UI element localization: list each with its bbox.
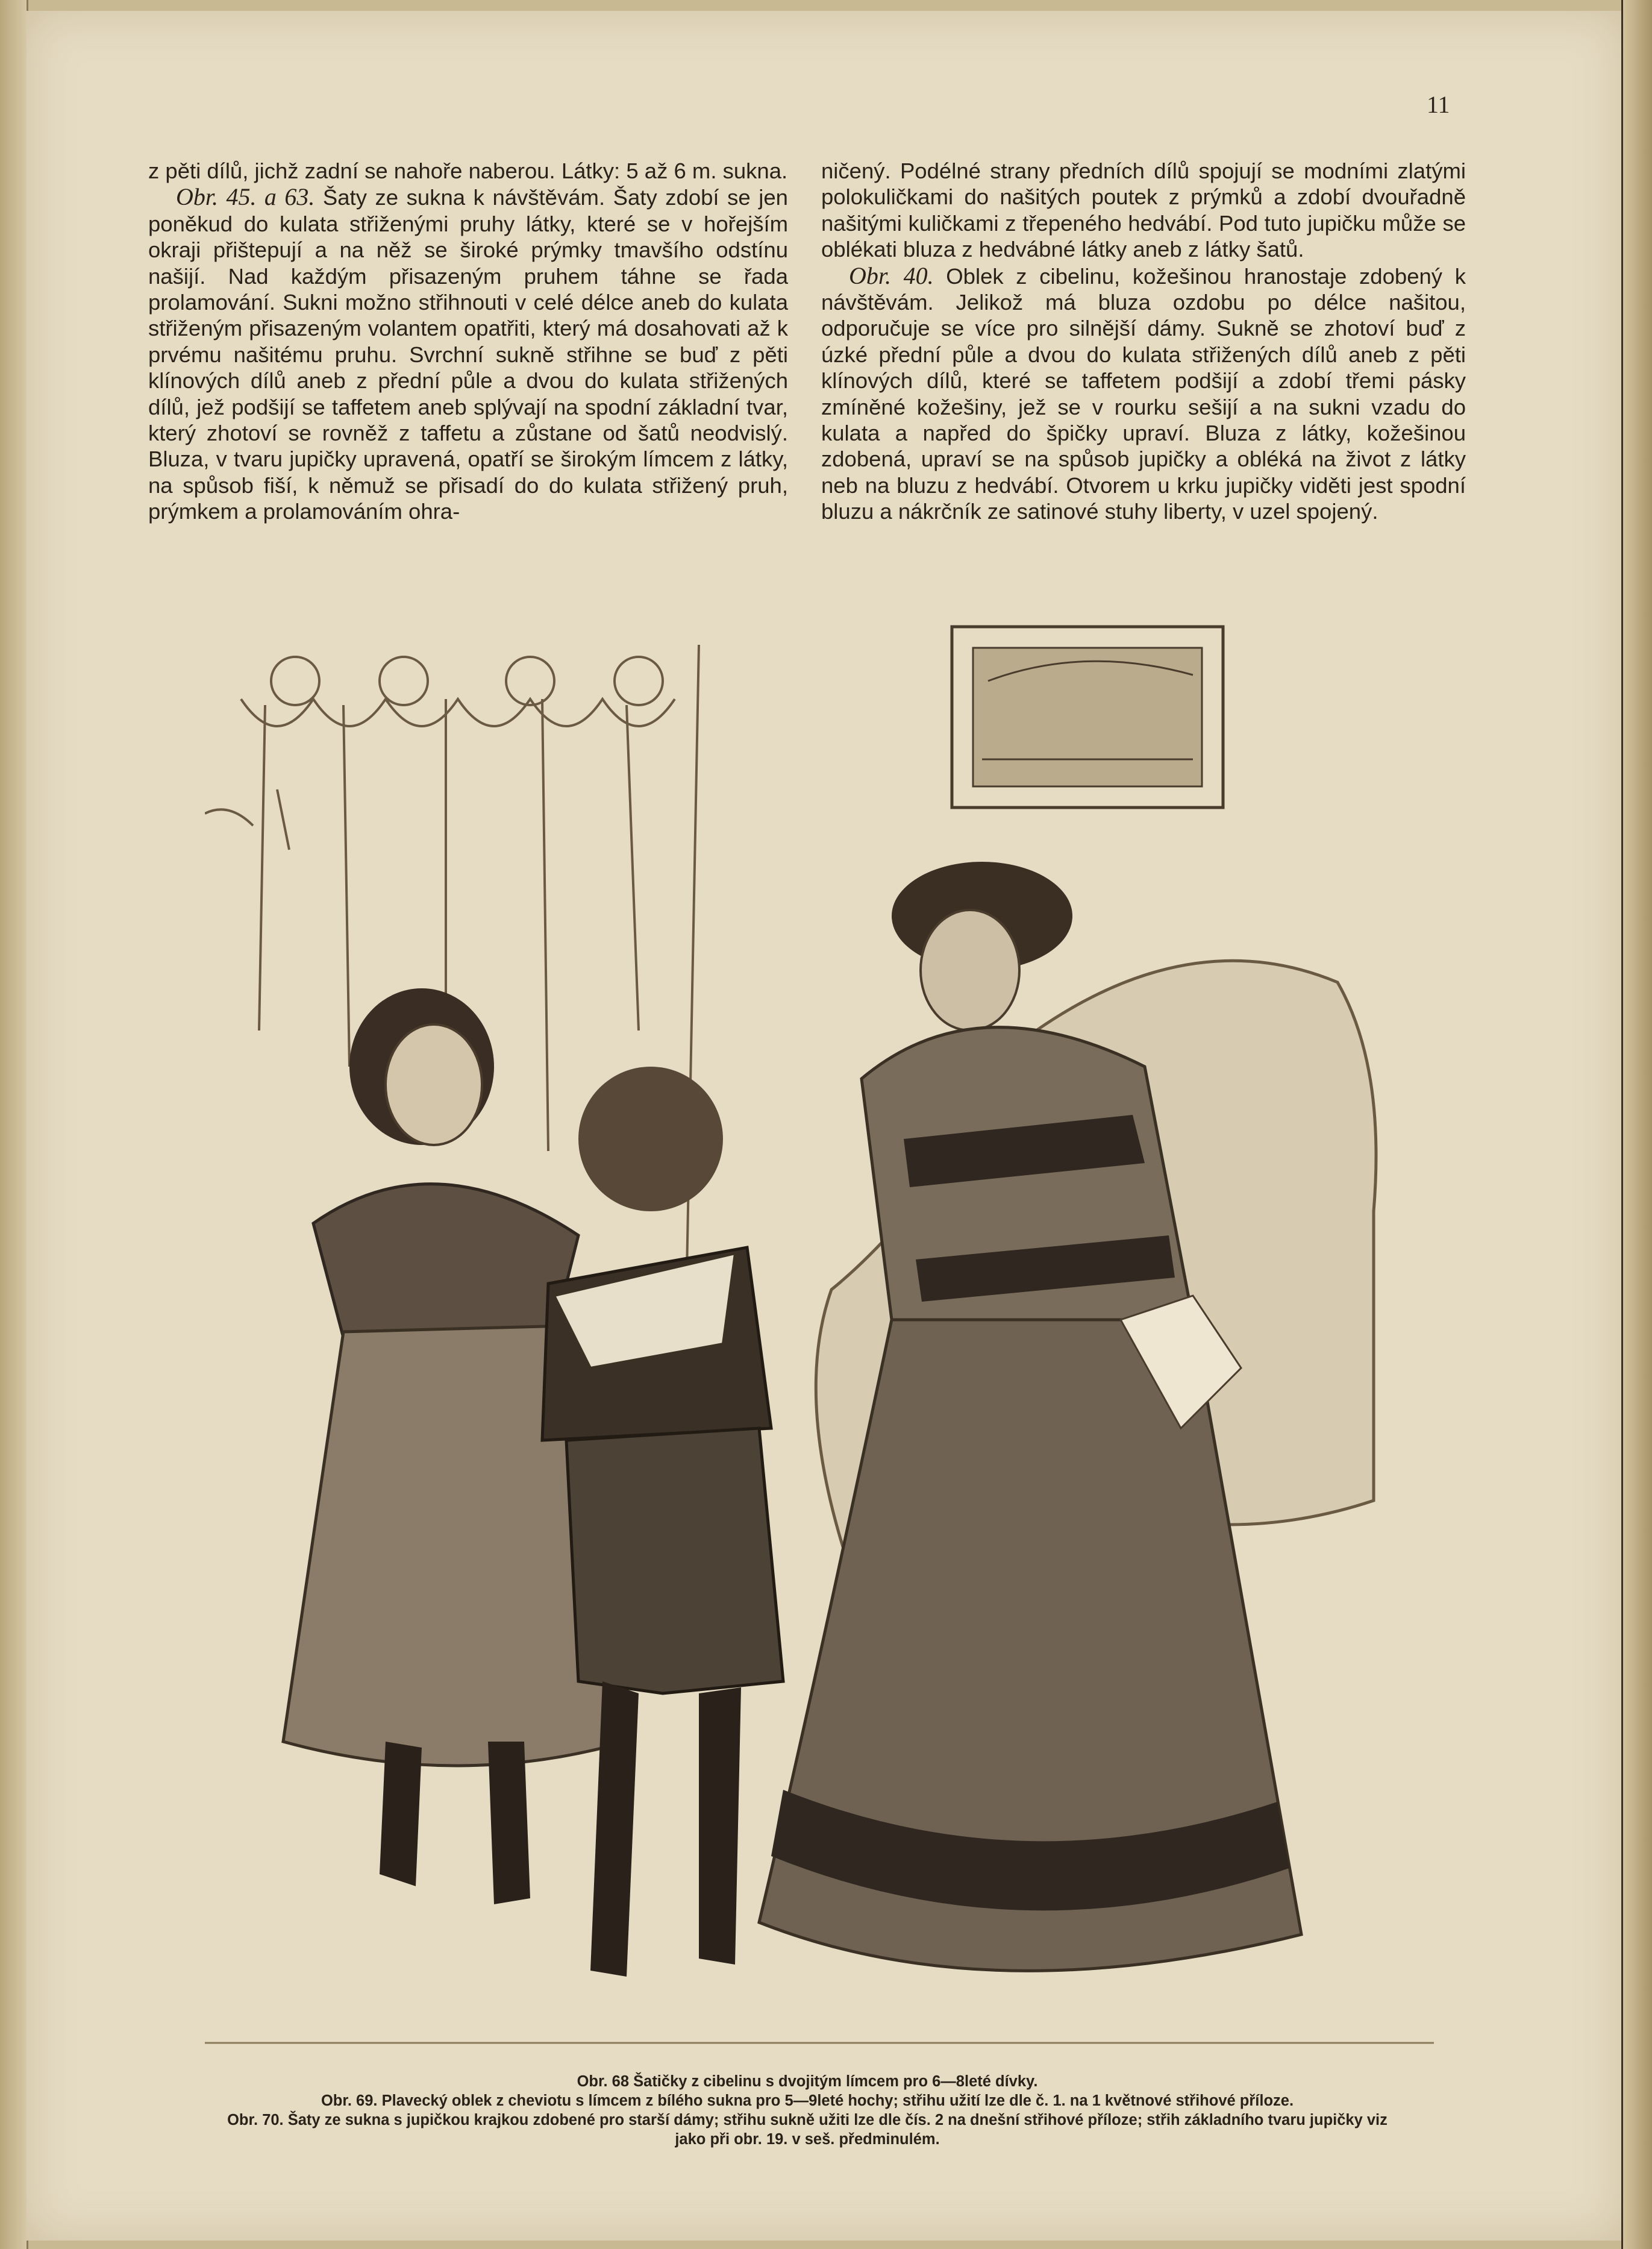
page-gutter-left bbox=[0, 0, 28, 2249]
text-column-left bbox=[148, 158, 788, 525]
figure-reference: Obr. 40. bbox=[849, 262, 934, 289]
boy-figure bbox=[542, 1067, 783, 1977]
figure-captions bbox=[145, 2072, 1470, 2149]
paragraph-text: Šaty ze sukna k návštěvám. Šaty zdobí se jen poněkud do kulata střiženými pruhy látky, které se v hořejším okraji přištepují a na něž se široké prýmky tmavšího odstínu našijí. Nad každým přisazeným pruhem táhne se řada prolamování. Sukni možno střihnouti v celé délce aneb do kulata střiženým přisazeným volantem opatřiti, který má dosahovati až k prvému našitému pruhu. Svrchní sukně střihne se buď z pěti klínových dílů aneb z přední půle a dvou do kulata střižených dílů, jež podšijí se taffetem aneb splývají na spodní základní tvar, který zhotoví se rovněž z taffetu a zůstane od šatů neodvislý. Bluza, v tvaru jupičky upravená, opatří se širokým límcem z látky, na spůsob fiší, k němuž se přisadí do do kulata střižený pruh, prýmkem a prolamováním ohra- bbox=[148, 185, 788, 524]
caption-line: Obr. 70. Šaty ze sukna s jupičkou krajkou zdobené pro starší dámy; střihu sukně užiti lze dle čís. 2 na dnešní střihové příloze; střih základního tvaru jupičky viz bbox=[227, 2112, 1388, 2128]
caption-line: jako při obr. 19. v seš. předminulém. bbox=[675, 2131, 940, 2148]
page-number: 11 bbox=[1427, 91, 1450, 118]
text-column-right bbox=[821, 158, 1466, 525]
wall-picture bbox=[952, 627, 1223, 808]
paragraph-text: Oblek z cibelinu, kožešinou hranostaje zdobený k návštěvám. Jelikož má bluza ozdobu po délce našitou, odporučuje se více pro silnější dámy. Sukně se zhotoví buď z úzké přední půle a dvou do kulata střižených dílů aneb z pěti klínových dílů, které se taffetem podšijí a zdobí třemi pásky zmíněné kožešiny, jež se v rourku sešijí a na sukni vzadu do kulata a napřed do špičky upraví. Bluza z látky, kožešinou zdobená, upraví se na spůsob jupičky a obléká na život z látky neb na bluzu z hedvábí. Otvorem u krku jupičky viděti jest spodní bluzu a nákrčník ze satinové stuhy liberty, v uzel spojený. bbox=[821, 263, 1466, 524]
page-edge-right bbox=[1621, 0, 1652, 2249]
paragraph: z pěti dílů, jichž zadní se nahoře naberou. Látky: 5 až 6 m. sukna. bbox=[148, 158, 788, 183]
fashion-illustration bbox=[205, 609, 1434, 2079]
figure-reference: Obr. 45. a 63. bbox=[176, 183, 315, 211]
paragraph: ničený. Podélné strany předních dílů spojují se modními zlatými polokuličkami do našitých poutek z prýmků a zdobí dvouřadně našitými kuličkami z třepeného hedvábí. Pod tuto jupičku může se oblékati bluza z hedvábné látky aneb z látky šatů. bbox=[821, 158, 1466, 262]
paragraph bbox=[821, 263, 1466, 525]
paragraph bbox=[148, 184, 788, 524]
caption-line: Obr. 68 Šatičky z cibelinu s dvojitým límcem pro 6—8leté dívky. bbox=[577, 2073, 1038, 2090]
caption-line: Obr. 69. Plavecký oblek z cheviotu s límcem z bílého sukna pro 5—9leté hochy; střihu užití lze dle č. 1. na 1 květnové střihové příloze. bbox=[321, 2092, 1294, 2109]
